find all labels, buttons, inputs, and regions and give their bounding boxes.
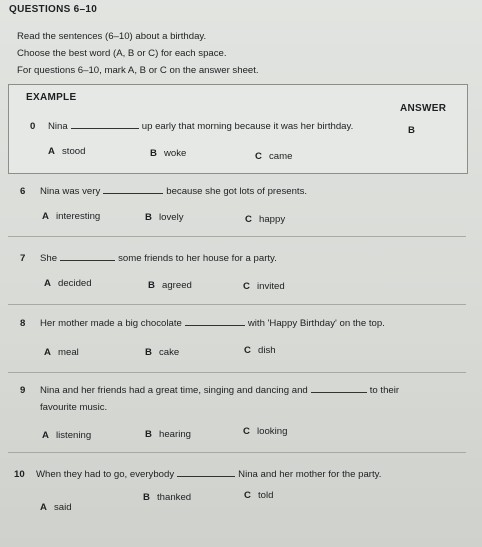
question-9: 9 Nina and her friends had a great time, singing and dancing and to their bbox=[20, 385, 400, 396]
example-option-a: A stood bbox=[48, 146, 86, 157]
question-10-option-b: B thanked bbox=[143, 492, 192, 503]
divider bbox=[8, 304, 466, 305]
example-label: EXAMPLE bbox=[26, 92, 77, 103]
instruction-line-3: For questions 6–10, mark A, B or C on the answer sheet. bbox=[17, 65, 259, 76]
question-8-option-b: B cake bbox=[145, 347, 180, 358]
question-9-option-a: A listening bbox=[42, 430, 92, 441]
question-6-blank bbox=[103, 192, 163, 194]
question-7-option-c: C invited bbox=[243, 281, 285, 292]
question-7-option-b: B agreed bbox=[148, 280, 192, 291]
question-9-option-b: B hearing bbox=[145, 429, 192, 440]
example-after: up early that morning because it was her birthday. bbox=[141, 121, 354, 132]
question-8-option-c: C dish bbox=[244, 345, 276, 356]
example-before: Nina bbox=[48, 121, 68, 132]
question-10: 10 When they had to go, everybody Nina and her mother for the party. bbox=[14, 469, 382, 480]
question-9-option-c: C looking bbox=[243, 426, 288, 437]
example-option-b: B woke bbox=[150, 148, 187, 159]
question-9-line-2: favourite music. bbox=[40, 402, 108, 413]
question-10-option-a: A said bbox=[40, 502, 72, 513]
question-8: 8 Her mother made a big chocolate with 'Happy Birthday' on the top. bbox=[20, 318, 385, 329]
divider bbox=[8, 236, 466, 237]
example-answer: B bbox=[408, 125, 415, 136]
divider bbox=[8, 372, 466, 373]
instruction-line-2: Choose the best word (A, B or C) for each space. bbox=[17, 48, 227, 59]
question-6-option-c: C happy bbox=[245, 214, 286, 225]
example-option-c: C came bbox=[255, 151, 293, 162]
question-9-blank bbox=[311, 391, 367, 393]
divider bbox=[8, 452, 466, 453]
question-10-blank bbox=[177, 475, 235, 477]
question-6: 6 Nina was very because she got lots of presents. bbox=[20, 186, 308, 197]
answer-label: ANSWER bbox=[400, 103, 447, 114]
example-blank bbox=[71, 127, 139, 129]
question-10-option-c: C told bbox=[244, 490, 274, 501]
example-sentence bbox=[30, 121, 353, 133]
question-8-option-a: A meal bbox=[44, 347, 79, 358]
example-number: 0 bbox=[30, 121, 36, 132]
question-6-option-b: B lovely bbox=[145, 212, 184, 223]
section-title: QUESTIONS 6–10 bbox=[9, 4, 98, 15]
question-7-option-a: A decided bbox=[44, 278, 92, 289]
question-7: 7 She some friends to her house for a party. bbox=[20, 253, 277, 264]
question-8-blank bbox=[185, 324, 245, 326]
instruction-line-1: Read the sentences (6–10) about a birthday. bbox=[17, 31, 207, 42]
question-6-option-a: A interesting bbox=[42, 211, 101, 222]
question-7-blank bbox=[60, 259, 115, 261]
